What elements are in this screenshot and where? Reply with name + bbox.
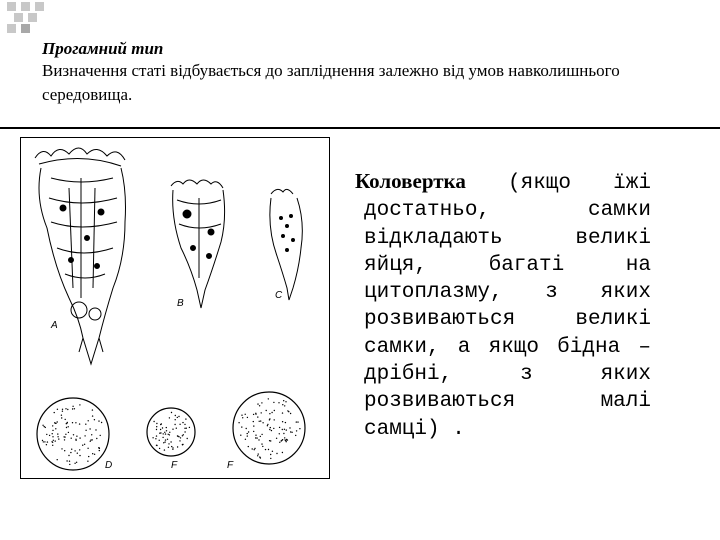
- stipple-dot: [186, 428, 187, 429]
- stipple-dot: [156, 445, 157, 446]
- stipple-dot: [180, 437, 181, 438]
- stipple-dot: [261, 402, 262, 403]
- stipple-dot: [61, 448, 62, 449]
- stipple-dot: [269, 429, 270, 430]
- stipple-dot: [156, 423, 157, 424]
- stipple-dot: [162, 427, 163, 428]
- stipple-dot: [72, 406, 73, 407]
- stipple-dot: [55, 440, 56, 441]
- stipple-dot: [282, 421, 283, 422]
- stipple-dot: [156, 426, 157, 427]
- stipple-dot: [257, 455, 258, 456]
- stipple-dot: [100, 435, 101, 436]
- stipple-dot: [46, 444, 47, 445]
- stipple-dot: [163, 433, 164, 434]
- stipple-dot: [73, 434, 74, 435]
- rotifer-b: [171, 180, 225, 308]
- stipple-dot: [92, 439, 93, 440]
- stipple-dot: [163, 442, 164, 443]
- stipple-dot: [283, 400, 284, 401]
- stipple-dot: [84, 444, 85, 445]
- stipple-dot: [274, 410, 275, 411]
- stipple-dot: [257, 416, 258, 417]
- stipple-dot: [82, 445, 83, 446]
- stipple-dot: [166, 427, 167, 428]
- stipple-dot: [57, 421, 58, 422]
- stipple-dot: [85, 430, 86, 431]
- stipple-dot: [74, 408, 75, 409]
- stipple-dot: [262, 422, 263, 423]
- stipple-dot: [101, 422, 102, 423]
- stipple-dot: [295, 435, 296, 436]
- stipple-dot: [284, 429, 285, 430]
- stipple-dot: [168, 443, 169, 444]
- stipple-dot: [53, 440, 54, 441]
- stipple-dot: [269, 413, 270, 414]
- stipple-dot: [74, 450, 75, 451]
- stipple-dot: [272, 451, 273, 452]
- stipple-dot: [253, 425, 254, 426]
- stipple-dot: [79, 404, 80, 405]
- stipple-dot: [87, 448, 88, 449]
- stipple-dot: [67, 409, 68, 410]
- stipple-dot: [90, 441, 91, 442]
- stipple-dot: [253, 421, 254, 422]
- stipple-dot: [261, 443, 262, 444]
- stipple-dot: [254, 448, 255, 449]
- stipple-dot: [259, 421, 260, 422]
- stipple-dot: [72, 422, 73, 423]
- stipple-dot: [61, 415, 62, 416]
- stipple-dot: [65, 434, 66, 435]
- stipple-dot: [55, 428, 56, 429]
- stipple-dot: [279, 427, 280, 428]
- stipple-dot: [179, 424, 180, 425]
- stipple-dot: [76, 436, 77, 437]
- stipple-dot: [160, 429, 161, 430]
- stipple-dot: [79, 423, 80, 424]
- stipple-dot: [89, 428, 90, 429]
- stipple-dot: [282, 404, 283, 405]
- stipple-dot: [242, 417, 243, 418]
- stipple-dot: [241, 426, 242, 427]
- stipple-dot: [246, 428, 247, 429]
- stipple-dot: [156, 429, 157, 430]
- stipple-dot: [92, 409, 93, 410]
- rotifer-illustration: [20, 137, 330, 479]
- stipple-dot: [76, 462, 77, 463]
- stipple-dot: [85, 424, 86, 425]
- stipple-dot: [43, 441, 44, 442]
- stipple-dot: [170, 441, 171, 442]
- stipple-dot: [159, 448, 160, 449]
- stipple-dot: [283, 433, 284, 434]
- stipple-dot: [84, 435, 85, 436]
- stipple-dot: [256, 437, 257, 438]
- stipple-dot: [77, 453, 78, 454]
- stipple-dot: [75, 439, 76, 440]
- stipple-dot: [169, 417, 170, 418]
- bullet-paragraph: [355, 168, 651, 443]
- rotifer-a: [35, 148, 126, 364]
- label-a: A: [51, 320, 58, 331]
- stipple-dot: [177, 435, 178, 436]
- stipple-dot: [87, 461, 88, 462]
- stipple-dot: [282, 452, 283, 453]
- stipple-dot: [57, 436, 58, 437]
- stipple-dot: [271, 412, 272, 413]
- stipple-dot: [185, 418, 186, 419]
- page-title: Прогамний тип: [42, 39, 164, 58]
- stipple-dot: [54, 422, 55, 423]
- rotifer-c: [270, 189, 302, 300]
- stipple-dot: [57, 459, 58, 460]
- stipple-dot: [91, 434, 92, 435]
- stipple-dot: [152, 437, 153, 438]
- stipple-dot: [72, 408, 73, 409]
- stipple-dot: [240, 435, 241, 436]
- stipple-dot: [92, 415, 93, 416]
- stipple-dot: [70, 452, 71, 453]
- stipple-dot: [165, 433, 166, 434]
- stipple-dot: [247, 417, 248, 418]
- stipple-dot: [172, 429, 173, 430]
- stipple-dot: [241, 415, 242, 416]
- stipple-dot: [270, 458, 271, 459]
- egg-e: [147, 408, 195, 456]
- label-e: F: [171, 460, 178, 471]
- stipple-dot: [255, 435, 256, 436]
- stipple-dot: [286, 429, 287, 430]
- stipple-dot: [68, 455, 69, 456]
- stipple-dot: [259, 405, 260, 406]
- divider: [0, 127, 720, 129]
- stipple-dot: [248, 431, 249, 432]
- stipple-dot: [62, 411, 63, 412]
- bullet-text: (якщо їжі достатньо, самки відкладають великі яйця, багаті на цитоплазму, з яких розвиваються великі самки, а якщо бідна – дрібні, з яких розвиваються малі самці) .: [364, 172, 651, 441]
- stipple-dot: [42, 425, 43, 426]
- stipple-dot: [44, 441, 45, 442]
- stipple-dot: [79, 449, 80, 450]
- stipple-dot: [65, 419, 66, 420]
- stipple-dot: [155, 438, 156, 439]
- stipple-dot: [262, 446, 263, 447]
- stipple-dot: [187, 438, 188, 439]
- stipple-dot: [290, 413, 291, 414]
- stipple-dot: [153, 421, 154, 422]
- label-b: B: [177, 298, 184, 309]
- stipple-dot: [171, 412, 172, 413]
- stipple-dot: [79, 437, 80, 438]
- stipple-dot: [299, 428, 300, 429]
- stipple-dot: [255, 413, 256, 414]
- stipple-dot: [184, 428, 185, 429]
- stipple-dot: [75, 422, 76, 423]
- stipple-dot: [296, 421, 297, 422]
- stipple-dot: [68, 432, 69, 433]
- stipple-dot: [174, 424, 175, 425]
- label-f: F: [227, 460, 234, 471]
- stipple-dot: [284, 437, 285, 438]
- egg-f: [233, 392, 305, 464]
- stipple-dot: [166, 430, 167, 431]
- stipple-dot: [271, 430, 272, 431]
- stipple-dot: [52, 436, 53, 437]
- stipple-dot: [69, 461, 70, 462]
- stipple-dot: [279, 433, 280, 434]
- stipple-dot: [285, 422, 286, 423]
- stipple-dot: [291, 432, 292, 433]
- stipple-dot: [266, 410, 267, 411]
- stipple-dot: [52, 442, 53, 443]
- stipple-dot: [274, 419, 275, 420]
- stipple-dot: [46, 434, 47, 435]
- stipple-dot: [168, 434, 169, 435]
- stipple-dot: [161, 423, 162, 424]
- stipple-dot: [255, 437, 256, 438]
- stipple-dot: [282, 412, 283, 413]
- stipple-dot: [260, 436, 261, 437]
- stipple-dot: [265, 449, 266, 450]
- stipple-dot: [164, 449, 165, 450]
- stipple-dot: [279, 442, 280, 443]
- stipple-dot: [164, 432, 165, 433]
- stipple-dot: [284, 405, 285, 406]
- stipple-dot: [172, 449, 173, 450]
- stipple-dot: [287, 439, 288, 440]
- stipple-dot: [260, 457, 261, 458]
- stipple-dot: [289, 427, 290, 428]
- stipple-dot: [42, 440, 43, 441]
- stipple-dot: [276, 438, 277, 439]
- stipple-dot: [268, 449, 269, 450]
- stipple-dot: [66, 460, 67, 461]
- stipple-dot: [159, 440, 160, 441]
- stipple-dot: [248, 446, 249, 447]
- stipple-dot: [281, 440, 282, 441]
- stipple-dot: [88, 420, 89, 421]
- stipple-dot: [273, 402, 274, 403]
- page-subtitle: Визначення статі відбувається до запліднення залежно від умов навколишнього середовища.: [42, 61, 620, 104]
- stipple-dot: [165, 439, 166, 440]
- stipple-dot: [54, 412, 55, 413]
- stipple-dot: [175, 419, 176, 420]
- stipple-dot: [159, 433, 160, 434]
- stipple-dot: [71, 438, 72, 439]
- stipple-dot: [169, 432, 170, 433]
- stipple-dot: [156, 435, 157, 436]
- stipple-dot: [67, 422, 68, 423]
- stipple-dot: [178, 436, 179, 437]
- corner-decoration: [0, 0, 60, 40]
- stipple-dot: [98, 447, 99, 448]
- stipple-dot: [182, 422, 183, 423]
- stipple-dot: [164, 441, 165, 442]
- stipple-dot: [44, 426, 45, 427]
- stipple-dot: [79, 455, 80, 456]
- stipple-dot: [99, 450, 100, 451]
- header: [42, 38, 682, 107]
- stipple-dot: [64, 439, 65, 440]
- stipple-dot: [297, 421, 298, 422]
- stipple-dot: [66, 427, 67, 428]
- stipple-dot: [64, 436, 65, 437]
- stipple-dot: [260, 420, 261, 421]
- stipple-dot: [96, 438, 97, 439]
- label-c: C: [275, 290, 283, 301]
- stipple-dot: [52, 433, 53, 434]
- stipple-dot: [94, 419, 95, 420]
- stipple-dot: [65, 408, 66, 409]
- stipple-dot: [182, 435, 183, 436]
- stipple-dot: [268, 398, 269, 399]
- stipple-dot: [296, 430, 297, 431]
- stipple-dot: [177, 446, 178, 447]
- stipple-dot: [184, 431, 185, 432]
- stipple-dot: [269, 440, 270, 441]
- stipple-dot: [167, 439, 168, 440]
- stipple-dot: [252, 448, 253, 449]
- stipple-dot: [267, 424, 268, 425]
- stipple-dot: [68, 426, 69, 427]
- stipple-dot: [172, 447, 173, 448]
- stipple-dot: [273, 428, 274, 429]
- stipple-dot: [285, 401, 286, 402]
- stipple-dot: [254, 449, 255, 450]
- stipple-dot: [90, 439, 91, 440]
- stipple-dot: [282, 429, 283, 430]
- stipple-dot: [285, 440, 286, 441]
- stipple-dot: [61, 417, 62, 418]
- stipple-dot: [69, 464, 70, 465]
- stipple-dot: [74, 463, 75, 464]
- stipple-dot: [179, 440, 180, 441]
- stipple-dot: [52, 430, 53, 431]
- label-d: D: [105, 460, 113, 471]
- stipple-dot: [57, 409, 58, 410]
- stipple-dot: [247, 433, 248, 434]
- stipple-dot: [258, 453, 259, 454]
- stipple-dot: [253, 431, 254, 432]
- stipple-dot: [62, 409, 63, 410]
- stipple-dot: [182, 444, 183, 445]
- stipple-dot: [282, 439, 283, 440]
- stipple-dot: [175, 415, 176, 416]
- stipple-dot: [261, 434, 262, 435]
- stipple-dot: [245, 439, 246, 440]
- stipple-dot: [58, 438, 59, 439]
- stipple-dot: [88, 456, 89, 457]
- stipple-dot: [52, 425, 53, 426]
- stipple-dot: [270, 427, 271, 428]
- stipple-dot: [178, 416, 179, 417]
- stipple-dot: [276, 453, 277, 454]
- stipple-dot: [267, 425, 268, 426]
- stipple-dot: [168, 447, 169, 448]
- stipple-dot: [57, 433, 58, 434]
- stipple-dot: [238, 422, 239, 423]
- stipple-dot: [253, 414, 254, 415]
- stipple-dot: [66, 423, 67, 424]
- stipple-dot: [278, 402, 279, 403]
- stipple-dot: [94, 454, 95, 455]
- stipple-dot: [258, 439, 259, 440]
- stipple-dot: [269, 418, 270, 419]
- stipple-dot: [162, 437, 163, 438]
- stipple-dot: [177, 417, 178, 418]
- stipple-dot: [49, 435, 50, 436]
- stipple-dot: [184, 424, 185, 425]
- stipple-dot: [169, 434, 170, 435]
- bullet-term: Коловертка: [355, 169, 466, 193]
- stipple-dot: [247, 435, 248, 436]
- stipple-dot: [245, 414, 246, 415]
- stipple-dot: [189, 427, 190, 428]
- stipple-dot: [95, 429, 96, 430]
- stipple-dot: [47, 441, 48, 442]
- stipple-dot: [290, 431, 291, 432]
- stipple-dot: [92, 453, 93, 454]
- stipple-dot: [176, 428, 177, 429]
- stipple-dot: [98, 420, 99, 421]
- stipple-dot: [71, 449, 72, 450]
- stipple-dot: [171, 446, 172, 447]
- stipple-dot: [261, 412, 262, 413]
- stipple-dot: [270, 454, 271, 455]
- stipple-dot: [64, 450, 65, 451]
- stipple-dot: [257, 403, 258, 404]
- stipple-dot: [287, 410, 288, 411]
- stipple-dot: [52, 445, 53, 446]
